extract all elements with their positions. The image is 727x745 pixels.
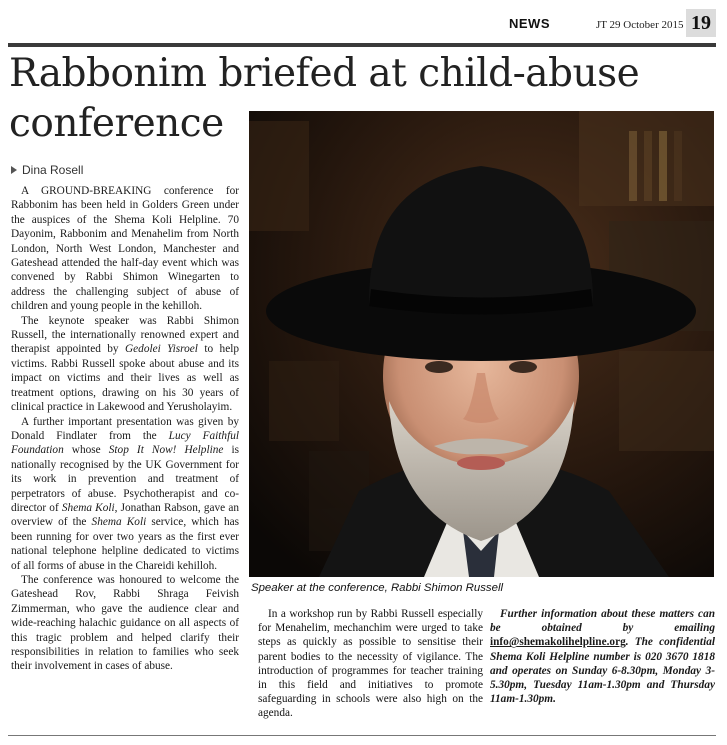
- emphasis: Shema Koli: [91, 516, 147, 529]
- paragraph-gateshead-rov: The conference was honoured to welcome the Gateshead Rov, Rabbi Shraga Feivish Zimmerman, who gave the audience clear and wide-reaching halachic guidance on all aspects of this tragic problem and helped clarify their responsibilities in relation to families who seek their involvement in cases of abuse.: [11, 573, 239, 673]
- text-span: service, which has been running for over two years as the first ever national telephone helpline dedicated to victims of all forms of abuse in the Chareidi kehilloh.: [11, 516, 240, 572]
- paragraph-presentation: [11, 415, 239, 573]
- emphasis: Shema Koli: [61, 501, 115, 514]
- headline-line-1: Rabbonim briefed at child-abuse: [9, 51, 640, 96]
- speaker-photo: [249, 111, 714, 577]
- article-column-3: [490, 607, 715, 706]
- text-span: whose: [63, 444, 109, 457]
- byline: [11, 163, 83, 177]
- byline-author: Dina Rosell: [22, 163, 84, 177]
- email-link[interactable]: info@shemakolihelpline.org: [490, 636, 626, 649]
- text-span: to help victims. Rabbi Russell spoke about abuse and its impact on victims and their lives as well as treatment options, drawing on his 30 years of clinical practice in Lakewood and Yerusholayim.: [11, 343, 240, 414]
- byline-arrow-icon: [11, 166, 17, 174]
- article-column-1: [11, 184, 239, 674]
- emphasis: Lucy Faithful Foundation: [11, 429, 239, 457]
- text-span: The keynote speaker was Rabbi Shimon Russell, the internationally renowned expert and therapist appointed by: [11, 314, 239, 356]
- text-span: A further important presentation was given by Donald Findlater from the: [11, 415, 239, 442]
- footer-rule: [8, 735, 716, 736]
- section-label: NEWS: [509, 16, 550, 31]
- paragraph-intro: A GROUND-BREAKING conference for Rabbonim has been held in Golders Green under the auspices of the Shema Koli Helpline. 70 Dayonim, Rabbonim and Menahelim from North London, North West London, Manchester and Gateshead attended the half-day event which was convened by Rabbi Shimon Winegarten to address the challenging subject of abuse of children and young people in the kehilloh.: [11, 185, 239, 313]
- paragraph-workshop: In a workshop run by Rabbi Russell especially for Menahelim, mechanchim were urged to take steps as quickly as possible to sensitise their parent bodies to the necessity of vigilance. The introduction of programmes for teacher training in this field and initiatives to promote safeguarding in schools were also high on the agenda.: [258, 608, 483, 720]
- photo-caption: Speaker at the conference, Rabbi Shimon Russell: [251, 582, 504, 594]
- headline: [9, 49, 640, 149]
- text-span: is nationally recognised by the UK Government for its work in prevention and treatment of perpetrators of abuse. Psychotherapist and co-director of: [11, 444, 240, 514]
- headline-line-2: conference: [9, 101, 224, 146]
- text-span: Further information about these matters can be obtained by emailing: [490, 608, 715, 635]
- speaker-portrait-image: [249, 111, 714, 577]
- emphasis: Stop It Now! Helpline: [108, 444, 224, 457]
- article-column-2: [258, 607, 483, 721]
- text-span: , Jonathan Rabson, gave an overview of the: [11, 501, 240, 529]
- emphasis: Gedolei Yisroel: [125, 343, 198, 356]
- text-span: . The confidential Shema Koli Helpline number is 020 3670 1818 and operates on Sunday 6-8.30pm, Monday 3-5.30pm, Tuesday 11am-1.30pm and Thursday 11am-1.30pm.: [490, 636, 715, 706]
- page-number: 19: [686, 9, 716, 37]
- header-rule: [8, 43, 716, 47]
- issue-date: JT 29 October 2015: [596, 19, 684, 31]
- paragraph-keynote: [11, 314, 239, 415]
- paragraph-contact: [490, 607, 715, 706]
